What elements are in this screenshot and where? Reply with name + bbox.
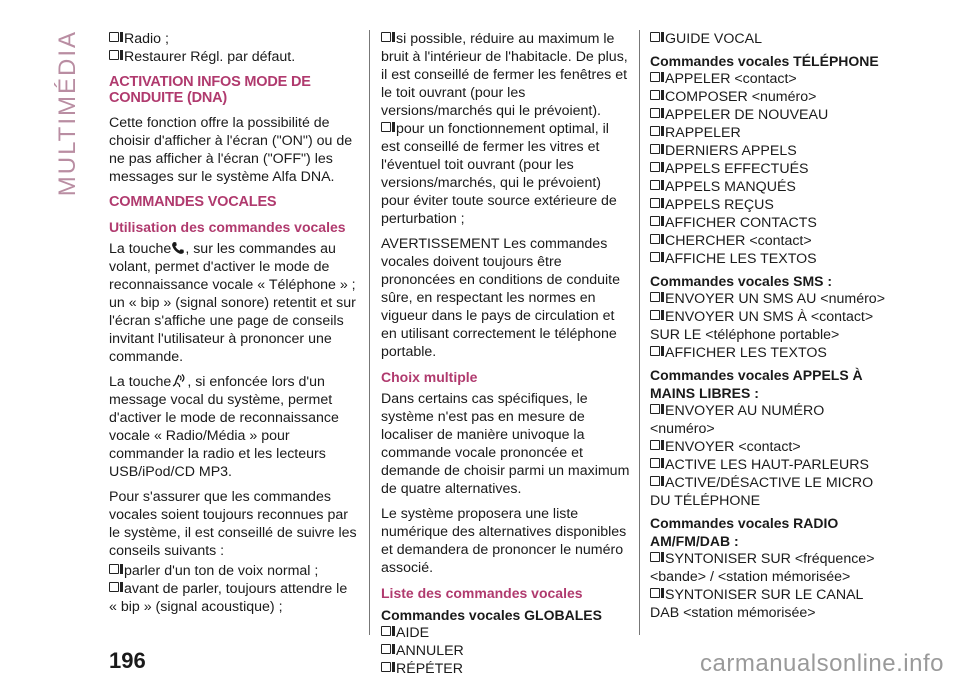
bullet-icon [650,588,660,598]
list-item [650,142,890,160]
bullet-icon [650,310,660,320]
column-3 [650,30,890,622]
list-item-text: pour un fonctionnement optimal, il est conseillé de fermer les vitres et l'éventuel toit ouvrant (pour les versions/marchés, qui le prévoient) pour éviter toute source extérieure de perturbation ; [381,121,617,227]
list-item [650,586,890,622]
list-item [109,48,359,66]
list-item-text: AFFICHE LES TEXTOS [665,251,817,267]
page-number: 196 [109,648,146,673]
list-item [650,456,890,474]
list-item [650,178,890,196]
bullet-icon [381,644,391,654]
phone-icon [171,241,185,255]
list-item-text: AFFICHER LES TEXTOS [665,345,827,361]
list-item-text: GUIDE VOCAL [665,31,762,47]
bullet-icon [650,252,660,262]
list-item-text: parler d'un ton de voix normal ; [124,563,319,579]
bullet-icon [109,50,119,60]
list-item-text: SYNTONISER SUR LE CANAL DAB <station mémorisée> [650,587,863,621]
bullet-icon [650,180,660,190]
bullet-icon [650,90,660,100]
column-divider [639,30,640,635]
list-item [650,402,890,438]
bullet-list [109,562,359,616]
list-item [650,88,890,106]
voice-key-paragraph [109,373,359,481]
list-item-text: APPELER <contact> [665,71,797,87]
list-item [650,106,890,124]
list-item [650,438,890,456]
list-item [650,70,890,88]
advice-paragraph: Pour s'assurer que les commandes vocales soient toujours reconnues par le système, il est conseillé de suivre les conseils suivants : [109,489,357,559]
list-item [381,120,631,228]
list-item-text: avant de parler, toujours attendre le « bip » (signal acoustique) ; [109,581,348,615]
bullet-icon [650,234,660,244]
bullet-icon [109,564,119,574]
bullet-icon [650,32,660,42]
list-item [650,30,890,48]
list-item [650,124,890,142]
multiple-choice-paragraph: Le système proposera une liste numérique des alternatives disponibles et demandera de prononcer le numéro associé. [381,506,627,576]
list-item [650,250,890,268]
bullet-icon [650,292,660,302]
bullet-icon [381,626,391,636]
list-item [109,580,359,616]
watermark: carmanualsonline.info [700,650,944,677]
bullet-icon [381,662,391,672]
bullet-icon [650,198,660,208]
global-commands-list [381,624,631,678]
bullet-icon [650,404,660,414]
bullet-icon [650,162,660,172]
voice-command-icon [171,373,187,388]
list-item-text: APPELER DE NOUVEAU [665,107,829,123]
list-item [381,624,631,642]
list-item-text: ACTIVE/DÉSACTIVE LE MICRO DU TÉLÉPHONE [650,475,874,509]
bullet-icon [381,122,391,132]
list-item-text: ENVOYER <contact> [665,439,801,455]
radio-commands-list [650,550,890,622]
column-divider [369,30,370,635]
list-item [650,214,890,232]
dna-text: Cette fonction offre la possibilité de choisir d'afficher à l'écran ("ON") ou de ne pas afficher à l'écran ("OFF") les messages sur le système Alfa DNA. [109,115,353,185]
bullet-icon [650,440,660,450]
list-item [109,562,359,580]
bullet-icon [650,126,660,136]
list-item-text: APPELS MANQUÉS [665,179,796,195]
list-item-text: ENVOYER UN SMS AU <numéro> [665,291,885,307]
list-item [650,550,890,586]
bullet-icon [650,476,660,486]
list-item-text: RAPPELER [665,125,741,141]
list-item-text: Restaurer Régl. par défaut. [124,49,296,65]
multiple-choice-heading: Choix multiple [381,369,478,385]
bullet-icon [381,32,391,42]
list-item [650,232,890,250]
list-item-text: ACTIVE LES HAUT-PARLEURS [665,457,869,473]
list-item [381,660,631,678]
list-item-text: ANNULER [396,643,464,659]
list-item [381,30,631,120]
bullet-icon [650,552,660,562]
column-1 [109,30,359,616]
radio-commands-heading: Commandes vocales RADIO AM/FM/DAB : [650,515,839,549]
multiple-choice-paragraph: Dans certains cas spécifiques, le système n'est pas en mesure de localiser de manière univoque la commande vocale prononcée et demande de choisir parmi un maximum de quatre alternatives. [381,391,630,497]
bullet-list [109,30,359,66]
paragraph-text: La touche [109,374,172,390]
bullet-icon [650,216,660,226]
usage-heading: Utilisation des commandes vocales [109,219,346,235]
warning-paragraph: AVERTISSEMENT Les commandes vocales doivent toujours être prononcées en conditions de conduite sûre, en respectant les normes en vigueur dans le pays de circulation et en utilisant correctement le téléphone portable. [381,236,620,360]
bullet-icon [650,72,660,82]
bullet-icon [650,346,660,356]
list-item-text: ENVOYER UN SMS À <contact> SUR LE <téléphone portable> [650,309,874,343]
sms-commands-heading: Commandes vocales SMS : [650,273,833,289]
list-item [381,642,631,660]
paragraph-text: , si enfoncée lors d'un message vocal du système, permet d'activer le mode de reconnaissance vocale « Radio/Média » pour commander la radio et les lecteurs USB/iPod/CD MP3. [109,374,339,480]
bullet-icon [650,458,660,468]
list-item-text: APPELS EFFECTUÉS [665,161,809,177]
bullet-icon [109,32,119,42]
list-item-text: AFFICHER CONTACTS [665,215,817,231]
list-item [650,290,890,308]
bullet-icon [650,144,660,154]
bullet-icon [109,582,119,592]
list-item [109,30,359,48]
list-item-text: COMPOSER <numéro> [665,89,817,105]
list-item-text: RÉPÉTER [396,661,464,677]
section-label: MULTIMÉDIA [54,30,81,197]
list-item-text: SYNTONISER SUR <fréquence><bande> / <station mémorisée> [650,551,875,585]
list-item-text: si possible, réduire au maximum le bruit à l'intérieur de l'habitacle. De plus, il est conseillé de fermer les fenêtres et le toit ouvrant (pour les versions/marchés qui le prévoient). [381,31,628,119]
paragraph-text: La touche [109,241,172,257]
global-commands-heading: Commandes vocales GLOBALES [381,607,602,623]
phone-key-paragraph [109,240,359,366]
phone-commands-list [650,70,890,268]
column-2 [381,30,631,678]
list-item-text: Radio ; [124,31,169,47]
bullet-list [381,30,631,228]
list-item-text: AIDE [396,625,430,641]
command-list-heading: Liste des commandes vocales [381,585,583,601]
list-item-text: CHERCHER <contact> [665,233,812,249]
list-item [650,160,890,178]
sms-commands-list [650,290,890,362]
list-item-text: APPELS REÇUS [665,197,774,213]
voice-commands-heading: COMMANDES VOCALES [109,194,277,210]
handsfree-commands-list [650,402,890,510]
dna-heading: ACTIVATION INFOS MODE DE CONDUITE (DNA) [109,74,311,106]
list-item-text: ENVOYER AU NUMÉRO <numéro> [650,403,825,437]
handsfree-commands-heading: Commandes vocales APPELS À MAINS LIBRES : [650,367,863,401]
list-item-text: DERNIERS APPELS [665,143,797,159]
paragraph-text: , sur les commandes au volant, permet d'activer le mode de reconnaissance vocale « Téléphone » ; un « bip » (signal sonore) retentit et sur l'écran s'affiche une page de conseils invitant l'utilisateur à prononcer une commande. [109,241,356,365]
list-item [650,308,890,344]
list-item [650,344,890,362]
phone-commands-heading: Commandes vocales TÉLÉPHONE [650,53,879,69]
list-item [650,196,890,214]
bullet-icon [650,108,660,118]
list-item [650,474,890,510]
